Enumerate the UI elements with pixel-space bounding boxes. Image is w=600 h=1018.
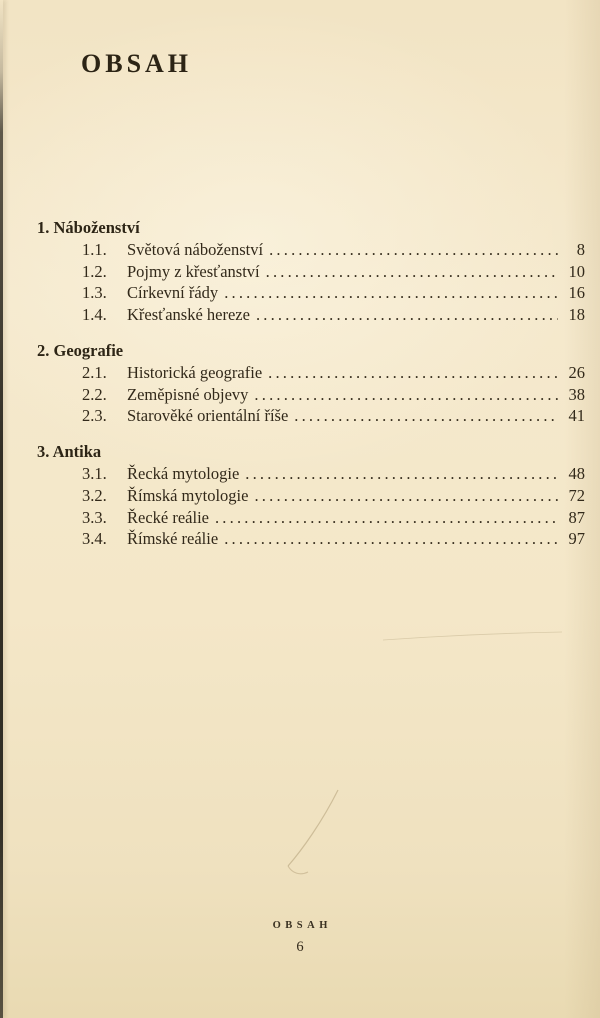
entry-title: Zeměpisné objevy [127,384,249,404]
entry-number: 3.3. [82,507,107,527]
entry-title: Církevní řády [127,283,219,303]
toc-section [0,340,600,427]
entry-page-number: 8 [576,239,585,259]
dot-leader [262,362,561,384]
dot-leader [239,463,561,485]
dot-leader [248,384,561,406]
toc-entry [82,362,585,384]
entry-page-number: 48 [568,463,585,483]
table-of-contents [0,217,600,550]
entry-page-number: 18 [568,305,585,325]
entries-list [82,463,585,550]
entry-title: Starověké orientální říše [127,406,289,426]
entries-list [82,362,585,427]
entry-number: 3.2. [82,485,107,505]
entry-title: Řecká mytologie [127,463,240,483]
toc-entry [82,239,585,261]
entry-page-number: 38 [568,384,585,404]
toc-entry [82,485,585,507]
entry-title: Historická geografie [127,362,263,382]
entry-number: 1.1. [82,239,107,259]
dot-leader [288,405,561,427]
footer-page-number: 6 [296,939,304,955]
entry-number: 1.2. [82,261,107,281]
footer-running-title: OBSAH [272,920,332,931]
toc-entry [82,463,585,485]
section-heading: 1. Náboženství [37,218,140,237]
entry-number: 3.4. [82,529,107,549]
entry-page-number: 10 [568,261,585,281]
entry-page-number: 41 [568,406,585,426]
entry-number: 1.4. [82,305,107,325]
toc-entry [82,384,585,406]
toc-entry [82,528,585,550]
dot-leader [209,507,561,529]
entry-title: Římská mytologie [127,485,249,505]
dot-leader [260,261,561,283]
entry-title: Řecké reálie [127,507,209,527]
entry-title: Římské reálie [127,529,219,549]
entry-number: 3.1. [82,463,107,483]
entry-page-number: 87 [568,507,585,527]
entry-page-number: 26 [568,362,585,382]
toc-section [0,217,600,326]
entry-page-number: 16 [568,283,585,303]
entry-title: Světová náboženství [127,239,264,259]
toc-entry [82,282,585,304]
entry-number: 1.3. [82,283,107,303]
entry-page-number: 72 [568,485,585,505]
dot-leader [248,485,561,507]
toc-entry [82,405,585,427]
entry-title: Křesťanské hereze [127,305,250,325]
entries-list [82,239,585,326]
entry-number: 2.3. [82,406,107,426]
toc-section [0,441,600,550]
dot-leader [218,528,561,550]
entry-title: Pojmy z křesťanství [127,261,260,281]
toc-entry [82,304,585,326]
page-title: OBSAH [81,49,193,78]
entry-number: 2.1. [82,362,107,382]
toc-entry [82,261,585,283]
dot-leader [250,304,561,326]
section-heading: 3. Antika [37,442,102,462]
section-heading: 2. Geografie [37,340,124,360]
entry-page-number: 97 [568,529,585,549]
dot-leader [263,239,561,261]
toc-entry [82,507,585,529]
footer [0,920,600,955]
dot-leader [218,282,561,304]
entry-number: 2.2. [82,384,107,404]
